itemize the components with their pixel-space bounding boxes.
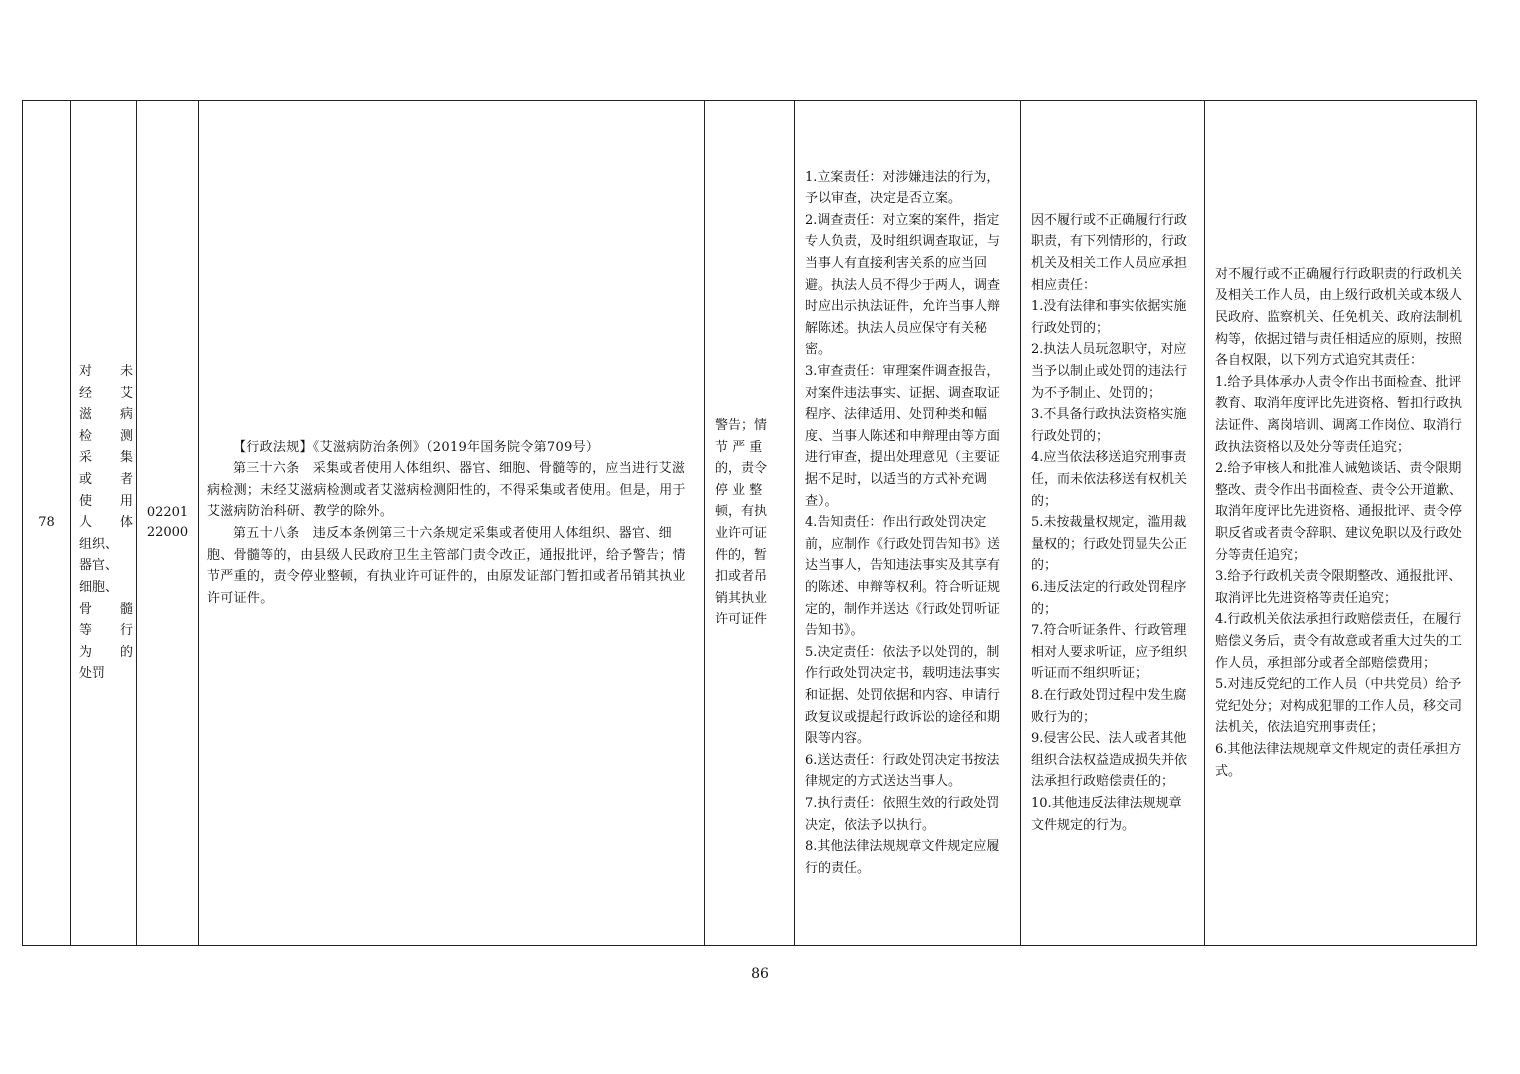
accountability-intro: 因不履行或不正确履行行政职责，有下列情形的，行政机关及相关工作人员应承担相应责任： (1031, 212, 1188, 293)
item-name-line (79, 512, 133, 534)
item-name-line (79, 663, 133, 685)
item-name-line (79, 642, 133, 664)
responsibility-item: 3.审查责任：审理案件调查报告，对案件违法事实、证据、调查取证程序、法律适用、处罚种类和幅度、当事人陈述和申辩理由等方面进行审查，提出处理意见（主要证据不足时，以适当的方式补充调查）。 (805, 364, 1001, 509)
item-name-line (79, 599, 133, 621)
penalty-line: 节 严 重 (715, 439, 763, 455)
item-name-line (79, 620, 133, 642)
item-name-char: 人 (79, 515, 93, 531)
accountability-item: 8.在行政处罚过程中发生腐败行为的； (1031, 687, 1187, 725)
item-name-line (79, 491, 133, 513)
item-name-char: 或 (79, 472, 93, 488)
penalty-line: 的，责令 (715, 461, 768, 477)
penalty-line: 业许可证 (715, 526, 768, 541)
item-name-char: 对 (79, 364, 93, 380)
item-name-char: 用 (119, 493, 133, 509)
item-name-char: 行 (119, 623, 133, 639)
penalty-line: 停 业 整 (715, 482, 763, 498)
accountability-item: 10.其他违反法律法规规章文件规定的行为。 (1031, 795, 1182, 833)
item-name-char: 器官、 (79, 558, 119, 574)
item-name-char: 滋 (79, 407, 93, 423)
responsibility-item: 6.送达责任：行政处罚决定书按法律规定的方式送达当事人。 (805, 752, 1000, 790)
item-name-char: 集 (119, 450, 133, 466)
item-name-char: 骨 (79, 601, 93, 617)
accountability-item: 5.未按裁量权规定，滥用裁量权的；行政处罚显失公正的； (1031, 515, 1188, 574)
legal-basis (199, 101, 705, 946)
accountability-methods (1205, 101, 1477, 946)
item-name-char: 体 (119, 515, 133, 531)
basis-article-36: 第三十六条 采集或者使用人体组织、器官、细胞、骨髓等的，应当进行艾滋病检测；未经艾滋病检测或者艾滋病检测阳性的，不得采集或者使用。但是，用于艾滋病防治科研、教学的除外。 (207, 461, 686, 520)
penalty-line: 件的，暂 (715, 547, 768, 563)
basis-title: 【行政法规】《艾滋病防治条例》（2019年国务院令第709号） (233, 439, 600, 455)
item-name-char: 使 (79, 493, 93, 509)
item-code (137, 101, 199, 946)
item-name-line (79, 361, 133, 383)
accountability-item: 6.违反法定的行政处罚程序的； (1031, 579, 1187, 617)
accountability-item: 7.符合听证条件、行政管理相对人要求听证，应予组织听证而不组织听证； (1031, 623, 1188, 682)
pursuit-intro: 对不履行或不正确履行行政职责的行政机关及相关工作人员，由上级行政机关或本级人民政府、监察机关、任免机关、政府法制机构等，依据过错与责任相适应的原则，按照各自权限，以下列方式追究其责任： (1215, 266, 1463, 369)
item-code-line: 22000 (146, 525, 189, 540)
accountability-item: 1.没有法律和事实依据实施行政处罚的； (1031, 299, 1187, 336)
item-name-char: 采 (79, 450, 93, 466)
responsibility-item: 2.调查责任：对立案的案件，指定专人负责，及时组织调查取证，与当事人有直接利害关系的应当回避。执法人员不得少于两人，调查时应出示执法证件，允许当事人辩解陈述。执法人员应保守有关秘密。 (805, 212, 1001, 358)
penalty-line: 警告；情 (715, 418, 768, 434)
item-name-char: 处罚 (79, 666, 106, 682)
accountability-item: 4.应当依法移送追究刑事责任，而未依法移送有权机关的； (1031, 450, 1188, 509)
pursuit-item: 2.给予审核人和批准人诫勉谈话、责令限期整改、责令作出书面检查、责令公开道歉、取消年度评比先进资格、通报批评、责令停职反省或者责令辞职、建议免职以及行政处分等责任追究； (1215, 461, 1463, 563)
penalty-line: 顿，有执 (715, 504, 768, 520)
item-name-char: 未 (119, 364, 133, 380)
item-name-char: 艾 (119, 385, 133, 401)
penalty-line: 许可证件 (715, 612, 768, 628)
pursuit-item: 4.行政机关依法承担行政赔偿责任，在履行赔偿义务后，责令有故意或者重大过失的工作人员，承担部分或者全部赔偿费用； (1215, 612, 1463, 671)
item-name-char: 细胞、 (79, 579, 119, 595)
item-code-line: 02201 (146, 505, 189, 520)
accountability-item: 3.不具备行政执法资格实施行政处罚的； (1031, 407, 1187, 444)
power-list-table (22, 100, 1477, 946)
responsibility-item: 7.执行责任：依照生效的行政处罚决定，依法予以执行。 (805, 795, 1000, 833)
item-name-cell (71, 101, 137, 946)
item-name-line (79, 534, 133, 556)
accountability-cases (1021, 101, 1205, 946)
item-name-char: 组织、 (79, 536, 119, 552)
penalty-line: 扣或者吊 (715, 569, 768, 585)
item-name-line (79, 404, 133, 426)
page-number: 86 (751, 966, 769, 982)
item-name-char: 髓 (119, 601, 133, 617)
responsibility-item: 4.告知责任：作出行政处罚决定前，应制作《行政处罚告知书》送达当事人，告知违法事实及其享有的陈述、申辩等权利。符合听证规定的，制作并送达《行政处罚听证告知书》。 (805, 515, 1001, 639)
pursuit-item: 1.给予具体承办人责令作出书面检查、批评教育、取消年度评比先进资格、暂扣行政执法证件、离岗培训、调离工作岗位、取消行政执法资格以及处分等责任追究； (1215, 374, 1463, 455)
item-name-line (79, 426, 133, 448)
accountability-item: 9.侵害公民、法人或者其他组织合法权益造成损失并依法承担行政赔偿责任的； (1031, 731, 1188, 790)
item-name-line (79, 447, 133, 469)
item-name-char: 者 (119, 472, 133, 488)
responsibility-item: 5.决定责任：依法予以处罚的，制作行政处罚决定书，载明违法事实和证据、处罚依据和内容、申请行政复议或提起行政诉讼的途径和期限等内容。 (805, 644, 1001, 747)
responsibility-item: 8.其他法律法规规章文件规定应履行的责任。 (805, 839, 1000, 876)
item-name-line (79, 577, 133, 599)
item-name-line (79, 383, 133, 405)
item-name-char: 测 (119, 428, 133, 444)
item-name (79, 361, 132, 685)
item-name-char: 病 (119, 407, 133, 423)
item-name-char: 为 (79, 644, 93, 660)
penalty-line: 销其执业 (715, 590, 768, 606)
penalty-types (705, 101, 795, 946)
item-name-char: 经 (79, 385, 93, 401)
row-number: 78 (23, 101, 71, 946)
pursuit-item: 3.给予行政机关责令限期整改、通报批评、取消评比先进资格等责任追究； (1215, 569, 1462, 606)
accountability-item: 2.执法人员玩忽职守，对应当予以制止或处罚的违法行为不予制止、处罚的； (1031, 342, 1188, 401)
item-name-line (79, 555, 133, 577)
responsibility-item: 1.立案责任：对涉嫌违法的行为，予以审查，决定是否立案。 (805, 169, 1000, 207)
item-name-char: 的 (119, 644, 133, 660)
item-name-line (79, 469, 133, 491)
table-row (23, 101, 1477, 946)
responsibilities (795, 101, 1021, 946)
item-name-char: 等 (79, 623, 93, 639)
pursuit-item: 5.对违反党纪的工作人员（中共党员）给予党纪处分；对构成犯罪的工作人员，移交司法机关，依法追究刑事责任； (1215, 677, 1463, 736)
basis-article-58: 第五十八条 违反本条例第三十六条规定采集或者使用人体组织、器官、细胞、骨髓等的，由县级人民政府卫生主管部门责令改正，通报批评，给予警告；情节严重的，责令停业整顿，有执业许可证件的，由原发证部门暂扣或者吊销其执业许可证件。 (207, 526, 686, 606)
pursuit-item: 6.其他法律法规规章文件规定的责任承担方式。 (1215, 741, 1462, 779)
item-name-char: 检 (79, 428, 93, 444)
